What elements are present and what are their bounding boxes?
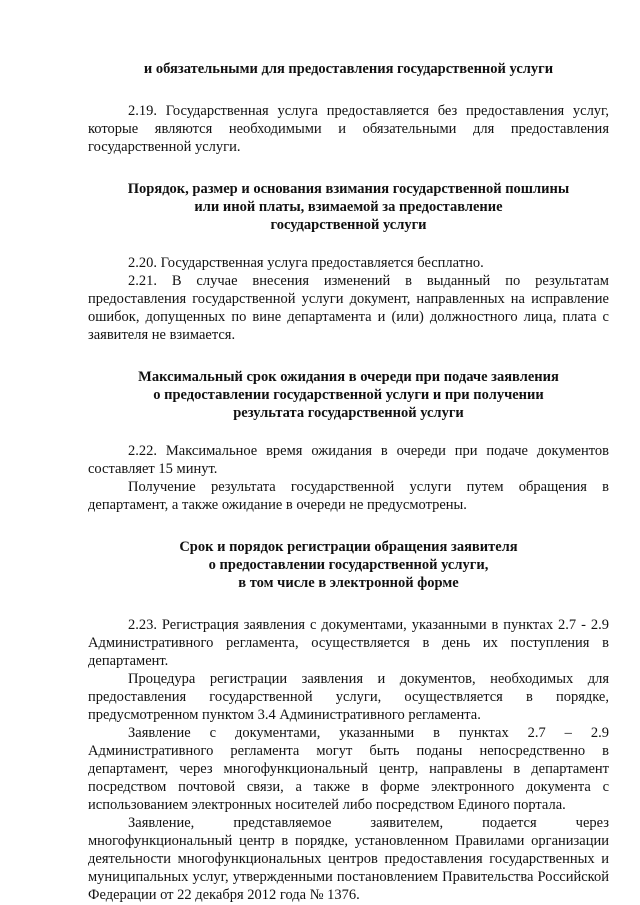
paragraph: Заявление с документами, указанными в пунктах 2.7 – 2.9 Административного регламента могут быть поданы непосредственно в департамент, через многофункциональный центр, направлены в департамент посредством почтовой связи, а также в форме электронного документа с использованием электронных носителей либо посредством Единого портала. xyxy=(88,725,609,813)
section-heading xyxy=(88,538,609,592)
heading-line: государственной услуги xyxy=(270,217,427,233)
heading-line: результата государственной услуги xyxy=(233,405,464,421)
paragraph-2-22: 2.22. Максимальное время ожидания в очереди при подаче документов составляет 15 минут. xyxy=(88,443,609,477)
heading-line: Максимальный срок ожидания в очереди при подаче заявления xyxy=(138,369,559,385)
heading-line: и обязательными для предоставления государственной услуги xyxy=(143,61,554,77)
paragraph: Заявление, представляемое заявителем, подается через многофункциональный центр в порядке, установленном Правилами организации деятельности многофункциональных центров предоставления государственных и муниципальных услуг, утвержденными постановлением Правительства Российской Федерации от 22 декабря 2012 года № 1376. xyxy=(88,815,609,903)
paragraph-2-19: 2.19. Государственная услуга предоставляется без предоставления услуг, которые являются необходимыми и обязательными для предоставления государственной услуги. xyxy=(88,103,609,155)
heading-line: или иной платы, взимаемой за предоставление xyxy=(194,199,503,215)
paragraph-2-21: 2.21. В случае внесения изменений в выданный по результатам предоставления государственной услуги документ, направленных на исправление ошибок, допущенных по вине департамента и (или) должностного лица, плата с заявителя не взимается. xyxy=(88,273,609,343)
heading-line: о предоставлении государственной услуги и при получении xyxy=(153,387,544,403)
paragraph-2-23: 2.23. Регистрация заявления с документами, указанными в пунктах 2.7 - 2.9 Административного регламента, осуществляется в день их поступления в департамент. xyxy=(88,617,609,669)
paragraph-2-20: 2.20. Государственная услуга предоставляется бесплатно. xyxy=(128,255,484,271)
section-heading xyxy=(88,180,609,234)
heading-line: Срок и порядок регистрации обращения заявителя xyxy=(179,539,518,555)
heading-line: Порядок, размер и основания взимания государственной пошлины xyxy=(127,181,570,197)
heading-line: о предоставлении государственной услуги, xyxy=(208,557,489,573)
section-heading xyxy=(88,60,609,78)
paragraph: Получение результата государственной услуги путем обращения в департамент, а также ожидание в очереди не предусмотрены. xyxy=(88,479,609,513)
document-page xyxy=(88,60,609,904)
heading-line: в том числе в электронной форме xyxy=(238,575,459,591)
section-heading xyxy=(88,368,609,422)
paragraph: Процедура регистрации заявления и документов, необходимых для предоставления государственной услуги, осуществляется в порядке, предусмотренном пунктом 3.4 Административного регламента. xyxy=(88,671,609,723)
